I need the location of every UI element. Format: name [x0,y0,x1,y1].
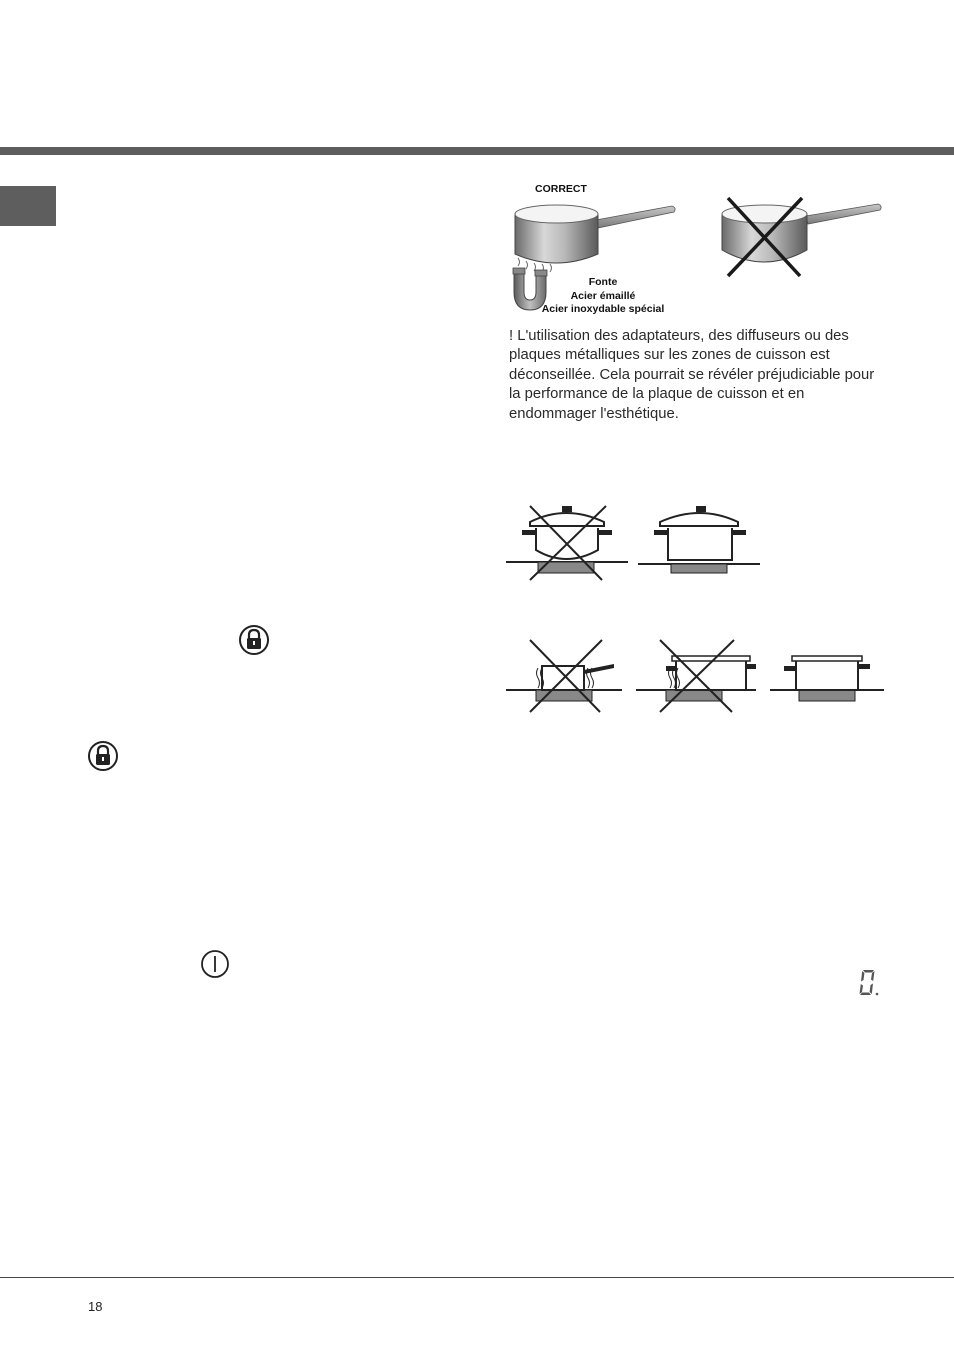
material-label: Acier émaillé [570,289,636,302]
power-icon [200,949,230,979]
saucepan-incorrect-illustration [712,192,892,282]
footer-rule [0,1277,954,1278]
header-rule [0,147,954,155]
lock-icon [87,740,119,772]
page-number: 18 [88,1299,103,1314]
language-tab [0,186,56,226]
lock-icon [238,624,270,656]
material-label: Acier inoxydable spécial [541,303,665,315]
warning-paragraph: ! L'utilisation des adaptateurs, des diffuseurs ou des plaques métalliques sur les zones de cuisson est déconseillée. Cela pourrait se révéler préjudiciable pour la performance de la plaque de cuisson et en endommager l'esthétique. [509,328,875,422]
pot-correct-size-illustration [768,636,888,706]
pot-lid-correct-illustration [638,500,762,580]
seven-segment-zero-icon [858,969,880,997]
materials-list [522,276,684,317]
material-label: Fonte [588,276,618,288]
pot-lid-incorrect-illustration [506,500,630,586]
pot-off-center-illustration [636,636,760,716]
pot-too-small-illustration [506,636,630,716]
correct-label: CORRECT [535,183,587,195]
